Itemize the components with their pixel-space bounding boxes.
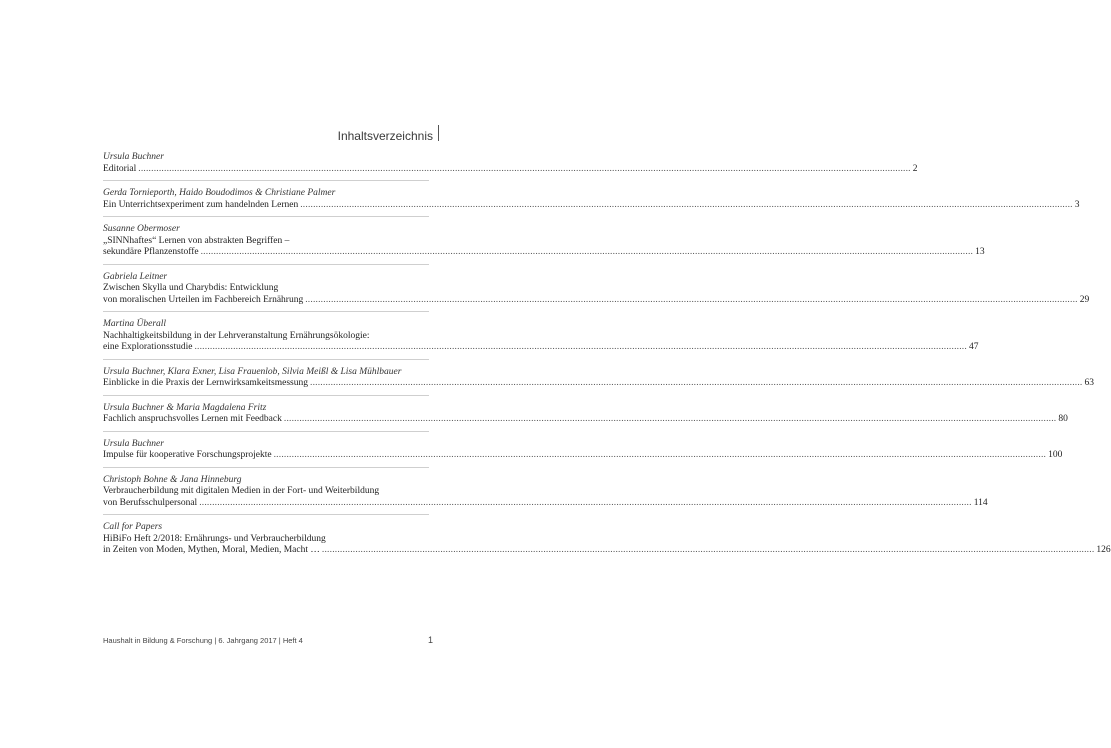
toc-entry-page: 100	[1048, 450, 1063, 460]
toc-entry-title: Editorial	[103, 163, 137, 174]
entry-divider	[103, 359, 429, 360]
toc-entry[interactable]	[103, 319, 979, 354]
toc-entry-title-last-line	[103, 199, 1080, 212]
dot-leader: ............................................................................................................................................................................................................................................................................................................	[199, 497, 972, 508]
toc-entry-page: 126	[1096, 545, 1111, 555]
toc-entry[interactable]	[103, 152, 918, 175]
toc-entry-title: eine Explorationsstudie	[103, 342, 193, 352]
dot-leader: ............................................................................................................................................................................................................................................................................................................	[305, 294, 1078, 305]
toc-entry-author: Ursula Buchner	[103, 438, 164, 449]
toc-entry-title: in Zeiten von Moden, Mythen, Moral, Medien, Macht …	[103, 545, 320, 555]
toc-entry[interactable]	[103, 366, 1094, 390]
toc-entry-title-last-line	[103, 378, 1094, 390]
dot-leader: ............................................................................................................................................................................................................................................................................................................	[283, 414, 1057, 424]
entry-divider	[103, 514, 429, 515]
toc-entry-title-last-line	[103, 342, 979, 354]
toc-entry-author: Christoph Bohne & Jana Hinneburg	[103, 474, 242, 485]
toc-entry-title-line: Zwischen Skylla und Charybdis: Entwicklung	[103, 283, 279, 293]
toc-entry-page: 63	[1084, 378, 1094, 388]
toc-entry-page: 13	[975, 247, 985, 257]
dot-leader: ............................................................................................................................................................................................................................................................................................................	[200, 247, 974, 257]
toc-entry-author: Ursula Buchner & Maria Magdalena Fritz	[103, 402, 267, 413]
page-number: 1	[427, 635, 433, 645]
entry-divider	[103, 180, 429, 181]
toc-entry-title-last-line	[103, 497, 988, 510]
entry-divider	[103, 467, 429, 468]
toc-entry-title-line: HiBiFo Heft 2/2018: Ernährungs- und Verbraucherbildung	[103, 533, 326, 544]
entry-divider	[103, 216, 429, 217]
page-title: Inhaltsverzeichnis	[337, 129, 433, 143]
toc-entry-author: Ursula Buchner, Klara Exner, Lisa Frauenlob, Silvia Meißl & Lisa Mühlbauer	[103, 366, 402, 377]
toc-entry[interactable]	[103, 474, 988, 510]
dot-leader: ............................................................................................................................................................................................................................................................................................................	[321, 545, 1095, 555]
toc-entry[interactable]	[103, 522, 1111, 557]
toc-entry-author: Martina Überall	[103, 319, 167, 329]
dot-leader: ............................................................................................................................................................................................................................................................................................................	[273, 450, 1047, 460]
toc-entry[interactable]	[103, 188, 1080, 211]
toc-entry-title-line: Nachhaltigkeitsbildung in der Lehrveranstaltung Ernährungsökologie:	[103, 330, 370, 341]
toc-entry[interactable]	[103, 438, 1063, 462]
toc-entry[interactable]	[103, 402, 1068, 426]
toc-entry-title-last-line	[103, 294, 1090, 307]
table-of-contents	[103, 152, 1111, 557]
toc-entry-author: Gerda Tornieporth, Haido Boudodimos & Christiane Palmer	[103, 188, 336, 198]
entry-divider	[103, 395, 429, 396]
toc-entry-page: 114	[973, 497, 988, 508]
dot-leader: ............................................................................................................................................................................................................................................................................................................	[138, 163, 911, 174]
toc-entry-page: 3	[1074, 199, 1080, 210]
toc-entry-author: Susanne Obermoser	[103, 224, 180, 234]
toc-entry-title: Ein Unterrichtsexperiment zum handelnden Lernen	[103, 199, 299, 210]
toc-entry-page: 2	[912, 163, 918, 174]
toc-entry-title: Impulse für kooperative Forschungsprojekte	[103, 450, 272, 460]
title-divider	[438, 125, 439, 141]
entry-divider	[103, 264, 429, 265]
toc-entry-title-last-line	[103, 545, 1111, 557]
toc-entry[interactable]	[103, 271, 1090, 307]
toc-entry-title-last-line	[103, 414, 1068, 426]
toc-entry-page: 80	[1058, 414, 1068, 424]
toc-entry-title: von moralischen Urteilen im Fachbereich Ernährung	[103, 294, 304, 305]
dot-leader: ............................................................................................................................................................................................................................................................................................................	[194, 342, 967, 352]
entry-divider	[103, 431, 429, 432]
toc-entry-title-line: Verbraucherbildung mit digitalen Medien in der Fort- und Weiterbildung	[103, 486, 380, 496]
toc-entry-author: Ursula Buchner	[103, 152, 164, 162]
toc-entry-page: 47	[968, 342, 979, 352]
toc-entry[interactable]	[103, 224, 985, 259]
toc-entry-author: Call for Papers	[103, 522, 163, 532]
toc-entry-title-last-line	[103, 247, 985, 259]
toc-entry-title: Einblicke in die Praxis der Lernwirksamkeitsmessung	[103, 378, 308, 388]
toc-entry-title-last-line	[103, 163, 918, 176]
toc-entry-title-last-line	[103, 450, 1063, 462]
entry-divider	[103, 311, 429, 312]
toc-entry-author: Gabriela Leitner	[103, 271, 168, 282]
toc-entry-title-line: „SINNhaftes“ Lernen von abstrakten Begriffen –	[103, 235, 290, 246]
dot-leader: ............................................................................................................................................................................................................................................................................................................	[310, 378, 1083, 388]
toc-entry-page: 29	[1079, 294, 1090, 305]
footer-journal-info: Haushalt in Bildung & Forschung | 6. Jahrgang 2017 | Heft 4	[103, 636, 303, 645]
toc-entry-title: sekundäre Pflanzenstoffe	[103, 247, 199, 257]
dot-leader: ............................................................................................................................................................................................................................................................................................................	[300, 199, 1073, 210]
toc-entry-title: von Berufsschulpersonal	[103, 497, 198, 508]
toc-entry-title: Fachlich anspruchsvolles Lernen mit Feedback	[103, 414, 282, 424]
